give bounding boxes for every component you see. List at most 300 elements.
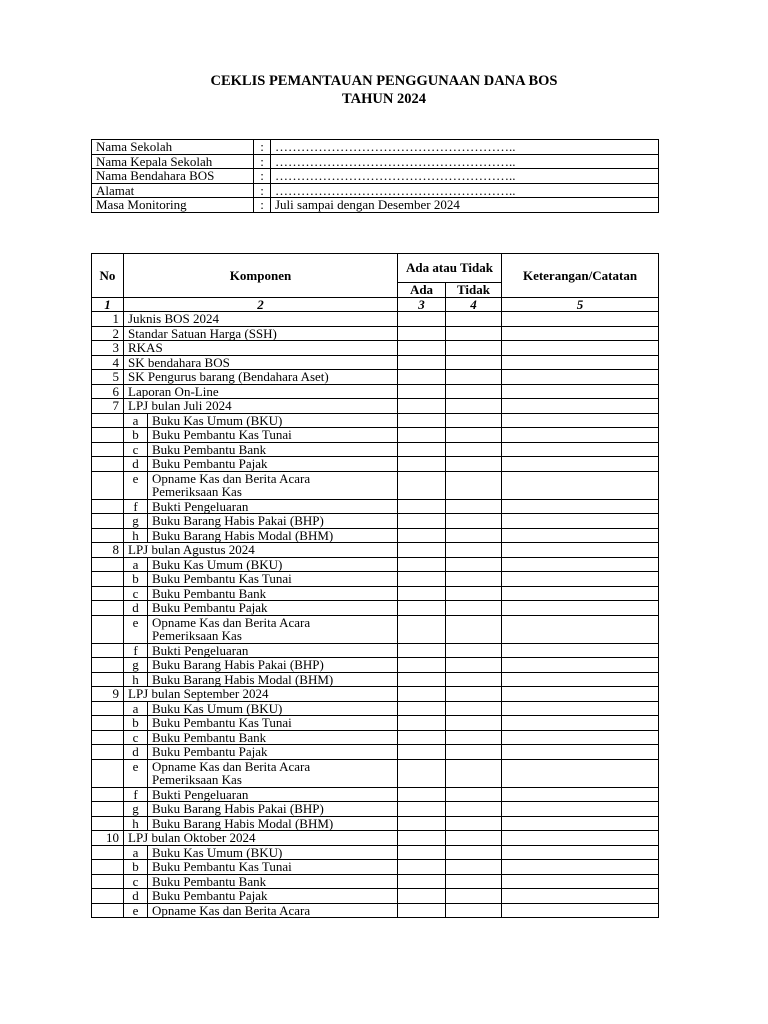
sub-text xyxy=(148,586,398,601)
info-separator: : xyxy=(254,198,271,213)
sub-text xyxy=(148,457,398,472)
blank-number-cell xyxy=(92,845,124,860)
sub-text xyxy=(148,816,398,831)
sub-row xyxy=(92,413,659,428)
sub-row xyxy=(92,730,659,745)
sub-text xyxy=(148,672,398,687)
ada-cell[interactable] xyxy=(398,370,446,385)
ada-cell[interactable] xyxy=(398,413,446,428)
tidak-cell[interactable] xyxy=(446,759,502,787)
item-number: 6 xyxy=(92,384,124,399)
sub-letter: e xyxy=(124,471,148,499)
sub-row xyxy=(92,701,659,716)
blank-number-cell xyxy=(92,860,124,875)
sub-letter: d xyxy=(124,457,148,472)
item-text: LPJ bulan Oktober 2024 xyxy=(124,831,398,846)
tidak-cell[interactable] xyxy=(446,370,502,385)
tidak-cell[interactable] xyxy=(446,457,502,472)
sub-letter: g xyxy=(124,514,148,529)
sub-letter: d xyxy=(124,601,148,616)
tidak-cell[interactable] xyxy=(446,341,502,356)
sub-text-line: Buku Pembantu Bank xyxy=(152,586,267,601)
sub-text-line: Buku Pembantu Bank xyxy=(152,874,267,889)
item-number: 7 xyxy=(92,399,124,414)
tidak-cell[interactable] xyxy=(446,312,502,327)
sub-text xyxy=(148,845,398,860)
sub-text-line: Opname Kas dan Berita Acara xyxy=(152,903,311,918)
sub-row xyxy=(92,860,659,875)
blank-number-cell xyxy=(92,903,124,918)
checklist-body xyxy=(92,254,659,918)
tidak-cell[interactable] xyxy=(446,499,502,514)
sub-text xyxy=(148,601,398,616)
ada-cell[interactable] xyxy=(398,399,446,414)
blank-number-cell xyxy=(92,816,124,831)
item-number: 2 xyxy=(92,326,124,341)
sub-text-line: Opname Kas dan Berita Acara xyxy=(152,759,311,774)
sub-text xyxy=(148,745,398,760)
sub-text xyxy=(148,471,398,499)
ada-cell[interactable] xyxy=(398,787,446,802)
blank-number-cell xyxy=(92,457,124,472)
sub-text-line: Buku Barang Habis Pakai (BHP) xyxy=(152,801,324,816)
keterangan-cell[interactable] xyxy=(502,413,659,428)
sub-text xyxy=(148,716,398,731)
keterangan-cell[interactable] xyxy=(502,615,659,643)
tidak-cell[interactable] xyxy=(446,413,502,428)
tidak-cell[interactable] xyxy=(446,745,502,760)
column-number: 3 xyxy=(398,297,446,312)
sub-row xyxy=(92,514,659,529)
table-row xyxy=(92,312,659,327)
keterangan-cell[interactable] xyxy=(502,471,659,499)
sub-text xyxy=(148,615,398,643)
sub-letter: a xyxy=(124,701,148,716)
tidak-cell[interactable] xyxy=(446,528,502,543)
item-number: 3 xyxy=(92,341,124,356)
keterangan-cell[interactable] xyxy=(502,399,659,414)
sub-letter: f xyxy=(124,643,148,658)
keterangan-cell[interactable] xyxy=(502,845,659,860)
blank-number-cell xyxy=(92,601,124,616)
info-label: Masa Monitoring xyxy=(92,198,254,213)
column-number: 5 xyxy=(502,297,659,312)
sub-row xyxy=(92,471,659,499)
info-value: ……………………………………………….. xyxy=(271,154,659,169)
tidak-cell[interactable] xyxy=(446,384,502,399)
sub-row xyxy=(92,615,659,643)
ada-cell[interactable] xyxy=(398,615,446,643)
sub-row xyxy=(92,586,659,601)
sub-letter: g xyxy=(124,658,148,673)
keterangan-cell[interactable] xyxy=(502,572,659,587)
item-text: SK Pengurus barang (Bendahara Aset) xyxy=(124,370,398,385)
sub-letter: f xyxy=(124,787,148,802)
column-number: 2 xyxy=(124,297,398,312)
header-no: No xyxy=(92,254,124,298)
keterangan-cell[interactable] xyxy=(502,831,659,846)
info-label: Alamat xyxy=(92,183,254,198)
keterangan-cell[interactable] xyxy=(502,428,659,443)
sub-text xyxy=(148,413,398,428)
tidak-cell[interactable] xyxy=(446,543,502,558)
tidak-cell[interactable] xyxy=(446,615,502,643)
keterangan-cell[interactable] xyxy=(502,528,659,543)
header-komponen: Komponen xyxy=(124,254,398,298)
item-number: 5 xyxy=(92,370,124,385)
ada-cell[interactable] xyxy=(398,874,446,889)
tidak-cell[interactable] xyxy=(446,816,502,831)
info-separator: : xyxy=(254,154,271,169)
ada-cell[interactable] xyxy=(398,860,446,875)
column-number: 4 xyxy=(446,297,502,312)
info-label: Nama Sekolah xyxy=(92,140,254,155)
sub-row xyxy=(92,716,659,731)
item-number: 10 xyxy=(92,831,124,846)
keterangan-cell[interactable] xyxy=(502,701,659,716)
sub-text xyxy=(148,787,398,802)
tidak-cell[interactable] xyxy=(446,326,502,341)
ada-cell[interactable] xyxy=(398,831,446,846)
info-separator: : xyxy=(254,169,271,184)
sub-row xyxy=(92,428,659,443)
keterangan-cell[interactable] xyxy=(502,499,659,514)
keterangan-cell[interactable] xyxy=(502,716,659,731)
sub-row xyxy=(92,643,659,658)
tidak-cell[interactable] xyxy=(446,442,502,457)
sub-row xyxy=(92,845,659,860)
keterangan-cell[interactable] xyxy=(502,355,659,370)
tidak-cell[interactable] xyxy=(446,471,502,499)
blank-number-cell xyxy=(92,745,124,760)
tidak-cell[interactable] xyxy=(446,889,502,904)
sub-text xyxy=(148,730,398,745)
keterangan-cell[interactable] xyxy=(502,457,659,472)
keterangan-cell[interactable] xyxy=(502,860,659,875)
blank-number-cell xyxy=(92,557,124,572)
keterangan-cell[interactable] xyxy=(502,672,659,687)
blank-number-cell xyxy=(92,643,124,658)
group-row xyxy=(92,831,659,846)
sub-text-line: Buku Kas Umum (BKU) xyxy=(152,701,283,716)
sub-letter: g xyxy=(124,802,148,817)
sub-row xyxy=(92,557,659,572)
blank-number-cell xyxy=(92,889,124,904)
keterangan-cell[interactable] xyxy=(502,326,659,341)
checklist-table xyxy=(91,253,659,918)
ada-cell[interactable] xyxy=(398,442,446,457)
sub-text-line: Buku Barang Habis Pakai (BHP) xyxy=(152,513,324,528)
sub-letter: h xyxy=(124,816,148,831)
info-row xyxy=(92,140,659,155)
keterangan-cell[interactable] xyxy=(502,658,659,673)
ada-cell[interactable] xyxy=(398,499,446,514)
ada-cell[interactable] xyxy=(398,572,446,587)
info-value: ……………………………………………….. xyxy=(271,140,659,155)
ada-cell[interactable] xyxy=(398,730,446,745)
tidak-cell[interactable] xyxy=(446,831,502,846)
ada-cell[interactable] xyxy=(398,514,446,529)
sub-text xyxy=(148,759,398,787)
blank-number-cell xyxy=(92,701,124,716)
sub-text-line: Bukti Pengeluaran xyxy=(152,499,249,514)
tidak-cell[interactable] xyxy=(446,399,502,414)
table-row xyxy=(92,384,659,399)
sub-letter: c xyxy=(124,586,148,601)
item-text: LPJ bulan Juli 2024 xyxy=(124,399,398,414)
item-number: 9 xyxy=(92,687,124,702)
keterangan-cell[interactable] xyxy=(502,745,659,760)
sub-text-line: Buku Pembantu Kas Tunai xyxy=(152,859,292,874)
sub-letter: b xyxy=(124,860,148,875)
ada-cell[interactable] xyxy=(398,341,446,356)
item-number: 1 xyxy=(92,312,124,327)
ada-cell[interactable] xyxy=(398,457,446,472)
ada-cell[interactable] xyxy=(398,802,446,817)
blank-number-cell xyxy=(92,787,124,802)
ada-cell[interactable] xyxy=(398,759,446,787)
sub-letter: e xyxy=(124,903,148,918)
school-info-body xyxy=(92,140,659,213)
header-keterangan: Keterangan/Catatan xyxy=(502,254,659,298)
tidak-cell[interactable] xyxy=(446,514,502,529)
keterangan-cell[interactable] xyxy=(502,586,659,601)
ada-cell[interactable] xyxy=(398,658,446,673)
tidak-cell[interactable] xyxy=(446,643,502,658)
sub-text-line: Buku Barang Habis Pakai (BHP) xyxy=(152,657,324,672)
ada-cell[interactable] xyxy=(398,355,446,370)
ada-cell[interactable] xyxy=(398,643,446,658)
sub-letter: b xyxy=(124,572,148,587)
tidak-cell[interactable] xyxy=(446,860,502,875)
sub-text-line: Buku Kas Umum (BKU) xyxy=(152,557,283,572)
item-text: Laporan On-Line xyxy=(124,384,398,399)
item-text: Standar Satuan Harga (SSH) xyxy=(124,326,398,341)
keterangan-cell[interactable] xyxy=(502,601,659,616)
blank-number-cell xyxy=(92,759,124,787)
ada-cell[interactable] xyxy=(398,745,446,760)
table-row xyxy=(92,355,659,370)
blank-number-cell xyxy=(92,586,124,601)
sub-letter: f xyxy=(124,499,148,514)
info-label: Nama Kepala Sekolah xyxy=(92,154,254,169)
school-info-table xyxy=(91,139,659,213)
group-row xyxy=(92,543,659,558)
sub-text xyxy=(148,802,398,817)
sub-text xyxy=(148,557,398,572)
sub-text xyxy=(148,643,398,658)
tidak-cell[interactable] xyxy=(446,572,502,587)
info-value: Juli sampai dengan Desember 2024 xyxy=(271,198,659,213)
sub-row xyxy=(92,457,659,472)
info-row xyxy=(92,198,659,213)
sub-text xyxy=(148,889,398,904)
sub-text-line: Buku Pembantu Kas Tunai xyxy=(152,427,292,442)
tidak-cell[interactable] xyxy=(446,672,502,687)
item-text: LPJ bulan Agustus 2024 xyxy=(124,543,398,558)
item-text: SK bendahara BOS xyxy=(124,355,398,370)
sub-letter: c xyxy=(124,874,148,889)
sub-text-line: Buku Pembantu Pajak xyxy=(152,744,268,759)
table-row xyxy=(92,326,659,341)
ada-cell[interactable] xyxy=(398,903,446,918)
sub-text-line: Bukti Pengeluaran xyxy=(152,643,249,658)
sub-row xyxy=(92,672,659,687)
tidak-cell[interactable] xyxy=(446,802,502,817)
header-ada: Ada xyxy=(398,283,446,298)
tidak-cell[interactable] xyxy=(446,716,502,731)
ada-cell[interactable] xyxy=(398,687,446,702)
ada-cell[interactable] xyxy=(398,312,446,327)
sub-text xyxy=(148,428,398,443)
sub-text-line: Bukti Pengeluaran xyxy=(152,787,249,802)
sub-row xyxy=(92,572,659,587)
blank-number-cell xyxy=(92,428,124,443)
sub-row xyxy=(92,759,659,787)
keterangan-cell[interactable] xyxy=(502,889,659,904)
tidak-cell[interactable] xyxy=(446,787,502,802)
keterangan-cell[interactable] xyxy=(502,802,659,817)
sub-text-line: Buku Kas Umum (BKU) xyxy=(152,845,283,860)
blank-number-cell xyxy=(92,615,124,643)
sub-text xyxy=(148,860,398,875)
document-title xyxy=(0,72,768,108)
ada-cell[interactable] xyxy=(398,586,446,601)
sub-text xyxy=(148,499,398,514)
keterangan-cell[interactable] xyxy=(502,787,659,802)
keterangan-cell[interactable] xyxy=(502,643,659,658)
ada-cell[interactable] xyxy=(398,672,446,687)
table-row xyxy=(92,341,659,356)
table-row xyxy=(92,370,659,385)
sub-text-line: Buku Pembantu Pajak xyxy=(152,600,268,615)
blank-number-cell xyxy=(92,716,124,731)
sub-row xyxy=(92,787,659,802)
ada-cell[interactable] xyxy=(398,816,446,831)
sub-text xyxy=(148,701,398,716)
ada-cell[interactable] xyxy=(398,601,446,616)
group-row xyxy=(92,399,659,414)
keterangan-cell[interactable] xyxy=(502,687,659,702)
ada-cell[interactable] xyxy=(398,889,446,904)
blank-number-cell xyxy=(92,413,124,428)
ada-cell[interactable] xyxy=(398,845,446,860)
ada-cell[interactable] xyxy=(398,471,446,499)
tidak-cell[interactable] xyxy=(446,730,502,745)
column-number-row xyxy=(92,297,659,312)
header-row-1 xyxy=(92,254,659,283)
info-separator: : xyxy=(254,140,271,155)
item-number: 4 xyxy=(92,355,124,370)
blank-number-cell xyxy=(92,471,124,499)
tidak-cell[interactable] xyxy=(446,601,502,616)
tidak-cell[interactable] xyxy=(446,903,502,918)
tidak-cell[interactable] xyxy=(446,701,502,716)
ada-cell[interactable] xyxy=(398,326,446,341)
info-separator: : xyxy=(254,183,271,198)
keterangan-cell[interactable] xyxy=(502,759,659,787)
sub-text xyxy=(148,514,398,529)
ada-cell[interactable] xyxy=(398,384,446,399)
sub-text xyxy=(148,903,398,918)
info-value: ……………………………………………….. xyxy=(271,183,659,198)
sub-letter: b xyxy=(124,716,148,731)
tidak-cell[interactable] xyxy=(446,874,502,889)
blank-number-cell xyxy=(92,672,124,687)
info-row xyxy=(92,169,659,184)
keterangan-cell[interactable] xyxy=(502,730,659,745)
sub-letter: c xyxy=(124,442,148,457)
title-line-1: CEKLIS PEMANTAUAN PENGGUNAAN DANA BOS xyxy=(210,73,558,89)
sub-letter: h xyxy=(124,672,148,687)
sub-text-line: Buku Barang Habis Modal (BHM) xyxy=(152,816,334,831)
keterangan-cell[interactable] xyxy=(502,514,659,529)
blank-number-cell xyxy=(92,514,124,529)
keterangan-cell[interactable] xyxy=(502,312,659,327)
ada-cell[interactable] xyxy=(398,716,446,731)
sub-row xyxy=(92,601,659,616)
item-text: Juknis BOS 2024 xyxy=(124,312,398,327)
sub-text xyxy=(148,572,398,587)
keterangan-cell[interactable] xyxy=(502,341,659,356)
column-number: 1 xyxy=(92,297,124,312)
sub-row xyxy=(92,816,659,831)
tidak-cell[interactable] xyxy=(446,658,502,673)
header-tidak: Tidak xyxy=(446,283,502,298)
ada-cell[interactable] xyxy=(398,528,446,543)
tidak-cell[interactable] xyxy=(446,355,502,370)
ada-cell[interactable] xyxy=(398,428,446,443)
info-row xyxy=(92,183,659,198)
tidak-cell[interactable] xyxy=(446,586,502,601)
sub-row xyxy=(92,874,659,889)
sub-row xyxy=(92,658,659,673)
sub-text xyxy=(148,528,398,543)
tidak-cell[interactable] xyxy=(446,557,502,572)
sub-letter: a xyxy=(124,557,148,572)
sub-row xyxy=(92,499,659,514)
keterangan-cell[interactable] xyxy=(502,874,659,889)
keterangan-cell[interactable] xyxy=(502,543,659,558)
sub-text-line: Pemeriksaan Kas xyxy=(152,772,242,787)
title-line-2: TAHUN 2024 xyxy=(342,91,426,107)
keterangan-cell[interactable] xyxy=(502,370,659,385)
sub-text-line: Pemeriksaan Kas xyxy=(152,484,242,499)
ada-cell[interactable] xyxy=(398,557,446,572)
sub-text xyxy=(148,874,398,889)
ada-cell[interactable] xyxy=(398,543,446,558)
tidak-cell[interactable] xyxy=(446,428,502,443)
sub-row xyxy=(92,802,659,817)
keterangan-cell[interactable] xyxy=(502,816,659,831)
sub-text-line: Buku Pembantu Pajak xyxy=(152,888,268,903)
tidak-cell[interactable] xyxy=(446,845,502,860)
blank-number-cell xyxy=(92,442,124,457)
ada-cell[interactable] xyxy=(398,701,446,716)
sub-letter: c xyxy=(124,730,148,745)
keterangan-cell[interactable] xyxy=(502,557,659,572)
sub-letter: a xyxy=(124,845,148,860)
sub-letter: e xyxy=(124,759,148,787)
keterangan-cell[interactable] xyxy=(502,442,659,457)
tidak-cell[interactable] xyxy=(446,687,502,702)
sub-text-line: Buku Pembantu Bank xyxy=(152,442,267,457)
keterangan-cell[interactable] xyxy=(502,384,659,399)
info-value: ……………………………………………….. xyxy=(271,169,659,184)
sub-letter: d xyxy=(124,745,148,760)
keterangan-cell[interactable] xyxy=(502,903,659,918)
sub-row xyxy=(92,528,659,543)
